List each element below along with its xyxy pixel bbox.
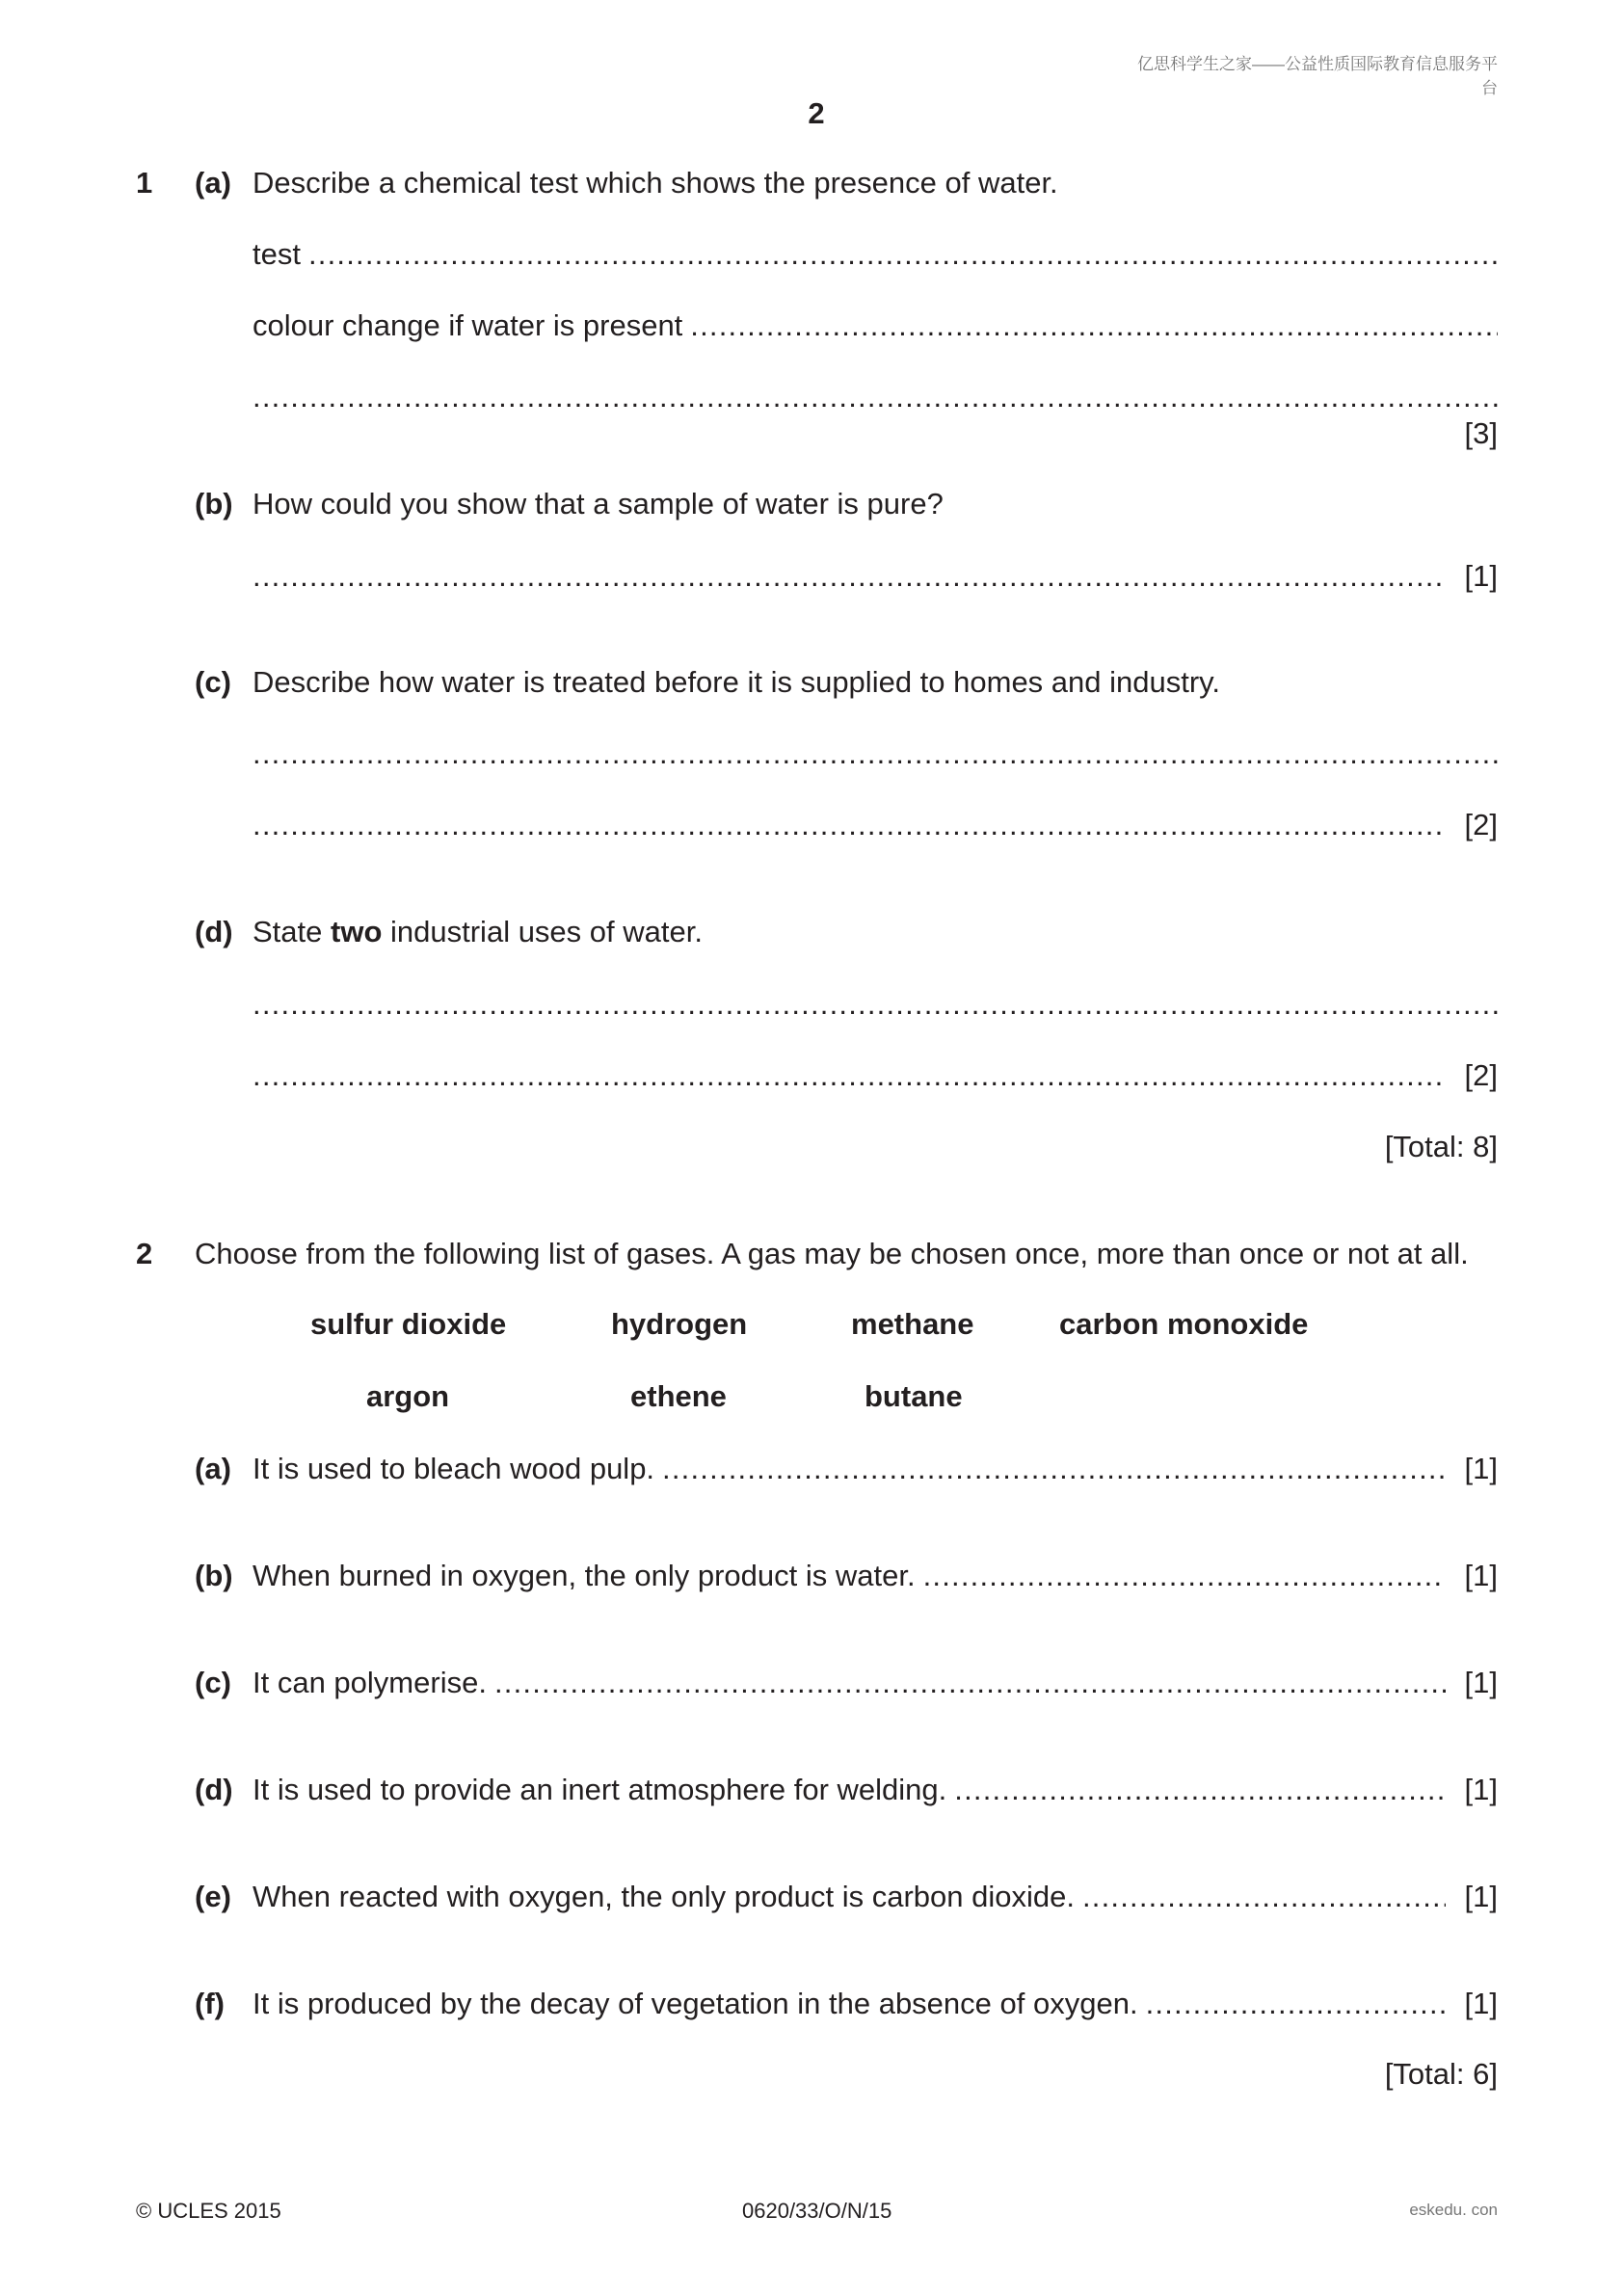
gas-sulfur-dioxide: sulfur dioxide bbox=[310, 1307, 507, 1341]
q2d-text: It is used to provide an inert atmosphere for welding. bbox=[253, 1773, 947, 1806]
q1a-mark: [3] bbox=[1464, 416, 1498, 450]
question-1-number: 1 bbox=[136, 166, 153, 200]
q2b-mark: [1] bbox=[1464, 1559, 1498, 1592]
q1b-answer-line[interactable] bbox=[253, 557, 1498, 596]
q2f-label: (f) bbox=[195, 1987, 225, 2020]
footer-site: eskedu. con bbox=[1409, 2201, 1498, 2219]
q2c-mark: [1] bbox=[1464, 1666, 1498, 1699]
answer-dots bbox=[494, 1664, 1446, 1702]
q2c-line[interactable] bbox=[253, 1664, 1498, 1702]
q2c-text: It can polymerise. bbox=[253, 1666, 487, 1699]
gas-ethene: ethene bbox=[630, 1379, 727, 1413]
q2-intro: Choose from the following list of gases. A gas may be chosen once, more than once or not at all. bbox=[195, 1237, 1469, 1270]
q1a-label: (a) bbox=[195, 166, 231, 200]
q2-total: [Total: 6] bbox=[1384, 2057, 1498, 2091]
answer-dots bbox=[308, 235, 1498, 274]
answer-dots bbox=[662, 1450, 1445, 1488]
q1d-answer-line-1[interactable] bbox=[253, 985, 1498, 1024]
q2a-line[interactable] bbox=[253, 1450, 1498, 1488]
q2f-text: It is produced by the decay of vegetation in the absence of oxygen. bbox=[253, 1987, 1138, 2020]
page-number: 2 bbox=[808, 96, 825, 130]
q1a-colour-label: colour change if water is present bbox=[253, 308, 683, 342]
header-watermark: 亿思科学生之家——公益性质国际教育信息服务平台 bbox=[1137, 55, 1498, 97]
q1d-text-bold: two bbox=[331, 915, 383, 948]
q1c-label: (c) bbox=[195, 665, 231, 699]
q2e-text: When reacted with oxygen, the only product is carbon dioxide. bbox=[253, 1880, 1075, 1913]
footer-copyright: © UCLES 2015 bbox=[136, 2199, 281, 2223]
q1-total: [Total: 8] bbox=[1384, 1130, 1498, 1163]
q1c-answer-line-1[interactable] bbox=[253, 734, 1498, 773]
q1b-mark: [1] bbox=[1464, 559, 1498, 593]
answer-dots bbox=[253, 557, 1446, 596]
answer-dots bbox=[1082, 1878, 1446, 1916]
footer-paper-code: 0620/33/O/N/15 bbox=[742, 2199, 892, 2223]
q2f-line[interactable] bbox=[253, 1985, 1498, 2023]
gas-argon: argon bbox=[366, 1379, 450, 1413]
q2d-line[interactable] bbox=[253, 1771, 1498, 1809]
answer-dots bbox=[1146, 1985, 1446, 2023]
q1a-text: Describe a chemical test which shows the presence of water. bbox=[253, 166, 1058, 200]
q2c-label: (c) bbox=[195, 1666, 231, 1699]
q1d-text bbox=[253, 913, 703, 951]
q1c-answer-line-2[interactable] bbox=[253, 806, 1498, 844]
question-2-number: 2 bbox=[136, 1237, 153, 1270]
q1b-label: (b) bbox=[195, 487, 233, 521]
q1a-answer-line-3[interactable] bbox=[253, 378, 1498, 416]
gas-butane: butane bbox=[865, 1379, 963, 1413]
q2d-label: (d) bbox=[195, 1773, 233, 1806]
answer-dots bbox=[954, 1771, 1445, 1809]
q1d-text-before: State bbox=[253, 915, 323, 948]
gas-hydrogen: hydrogen bbox=[611, 1307, 748, 1341]
answer-dots bbox=[253, 1056, 1446, 1095]
q2e-line[interactable] bbox=[253, 1878, 1498, 1916]
q1d-answer-line-2[interactable] bbox=[253, 1056, 1498, 1095]
q2d-mark: [1] bbox=[1464, 1773, 1498, 1806]
q2b-label: (b) bbox=[195, 1559, 233, 1592]
q1c-mark: [2] bbox=[1464, 808, 1498, 841]
q1a-test-line[interactable] bbox=[253, 235, 1498, 274]
q1b-text: How could you show that a sample of water is pure? bbox=[253, 487, 944, 521]
answer-dots bbox=[923, 1557, 1446, 1595]
q2a-label: (a) bbox=[195, 1452, 231, 1485]
q1a-colour-line[interactable] bbox=[253, 307, 1498, 345]
gas-methane: methane bbox=[851, 1307, 974, 1341]
q2a-text: It is used to bleach wood pulp. bbox=[253, 1452, 655, 1485]
q1d-label: (d) bbox=[195, 915, 233, 948]
q1d-mark: [2] bbox=[1464, 1058, 1498, 1092]
q1a-test-label: test bbox=[253, 237, 301, 271]
q2a-mark: [1] bbox=[1464, 1452, 1498, 1485]
answer-dots bbox=[690, 307, 1498, 345]
q2e-mark: [1] bbox=[1464, 1880, 1498, 1913]
q2b-text: When burned in oxygen, the only product is water. bbox=[253, 1559, 916, 1592]
answer-dots bbox=[253, 806, 1446, 844]
q2e-label: (e) bbox=[195, 1880, 231, 1913]
gas-carbon-monoxide: carbon monoxide bbox=[1059, 1307, 1309, 1341]
q1d-text-after: industrial uses of water. bbox=[390, 915, 703, 948]
q2b-line[interactable] bbox=[253, 1557, 1498, 1595]
q2f-mark: [1] bbox=[1464, 1987, 1498, 2020]
q1c-text: Describe how water is treated before it is supplied to homes and industry. bbox=[253, 665, 1220, 699]
